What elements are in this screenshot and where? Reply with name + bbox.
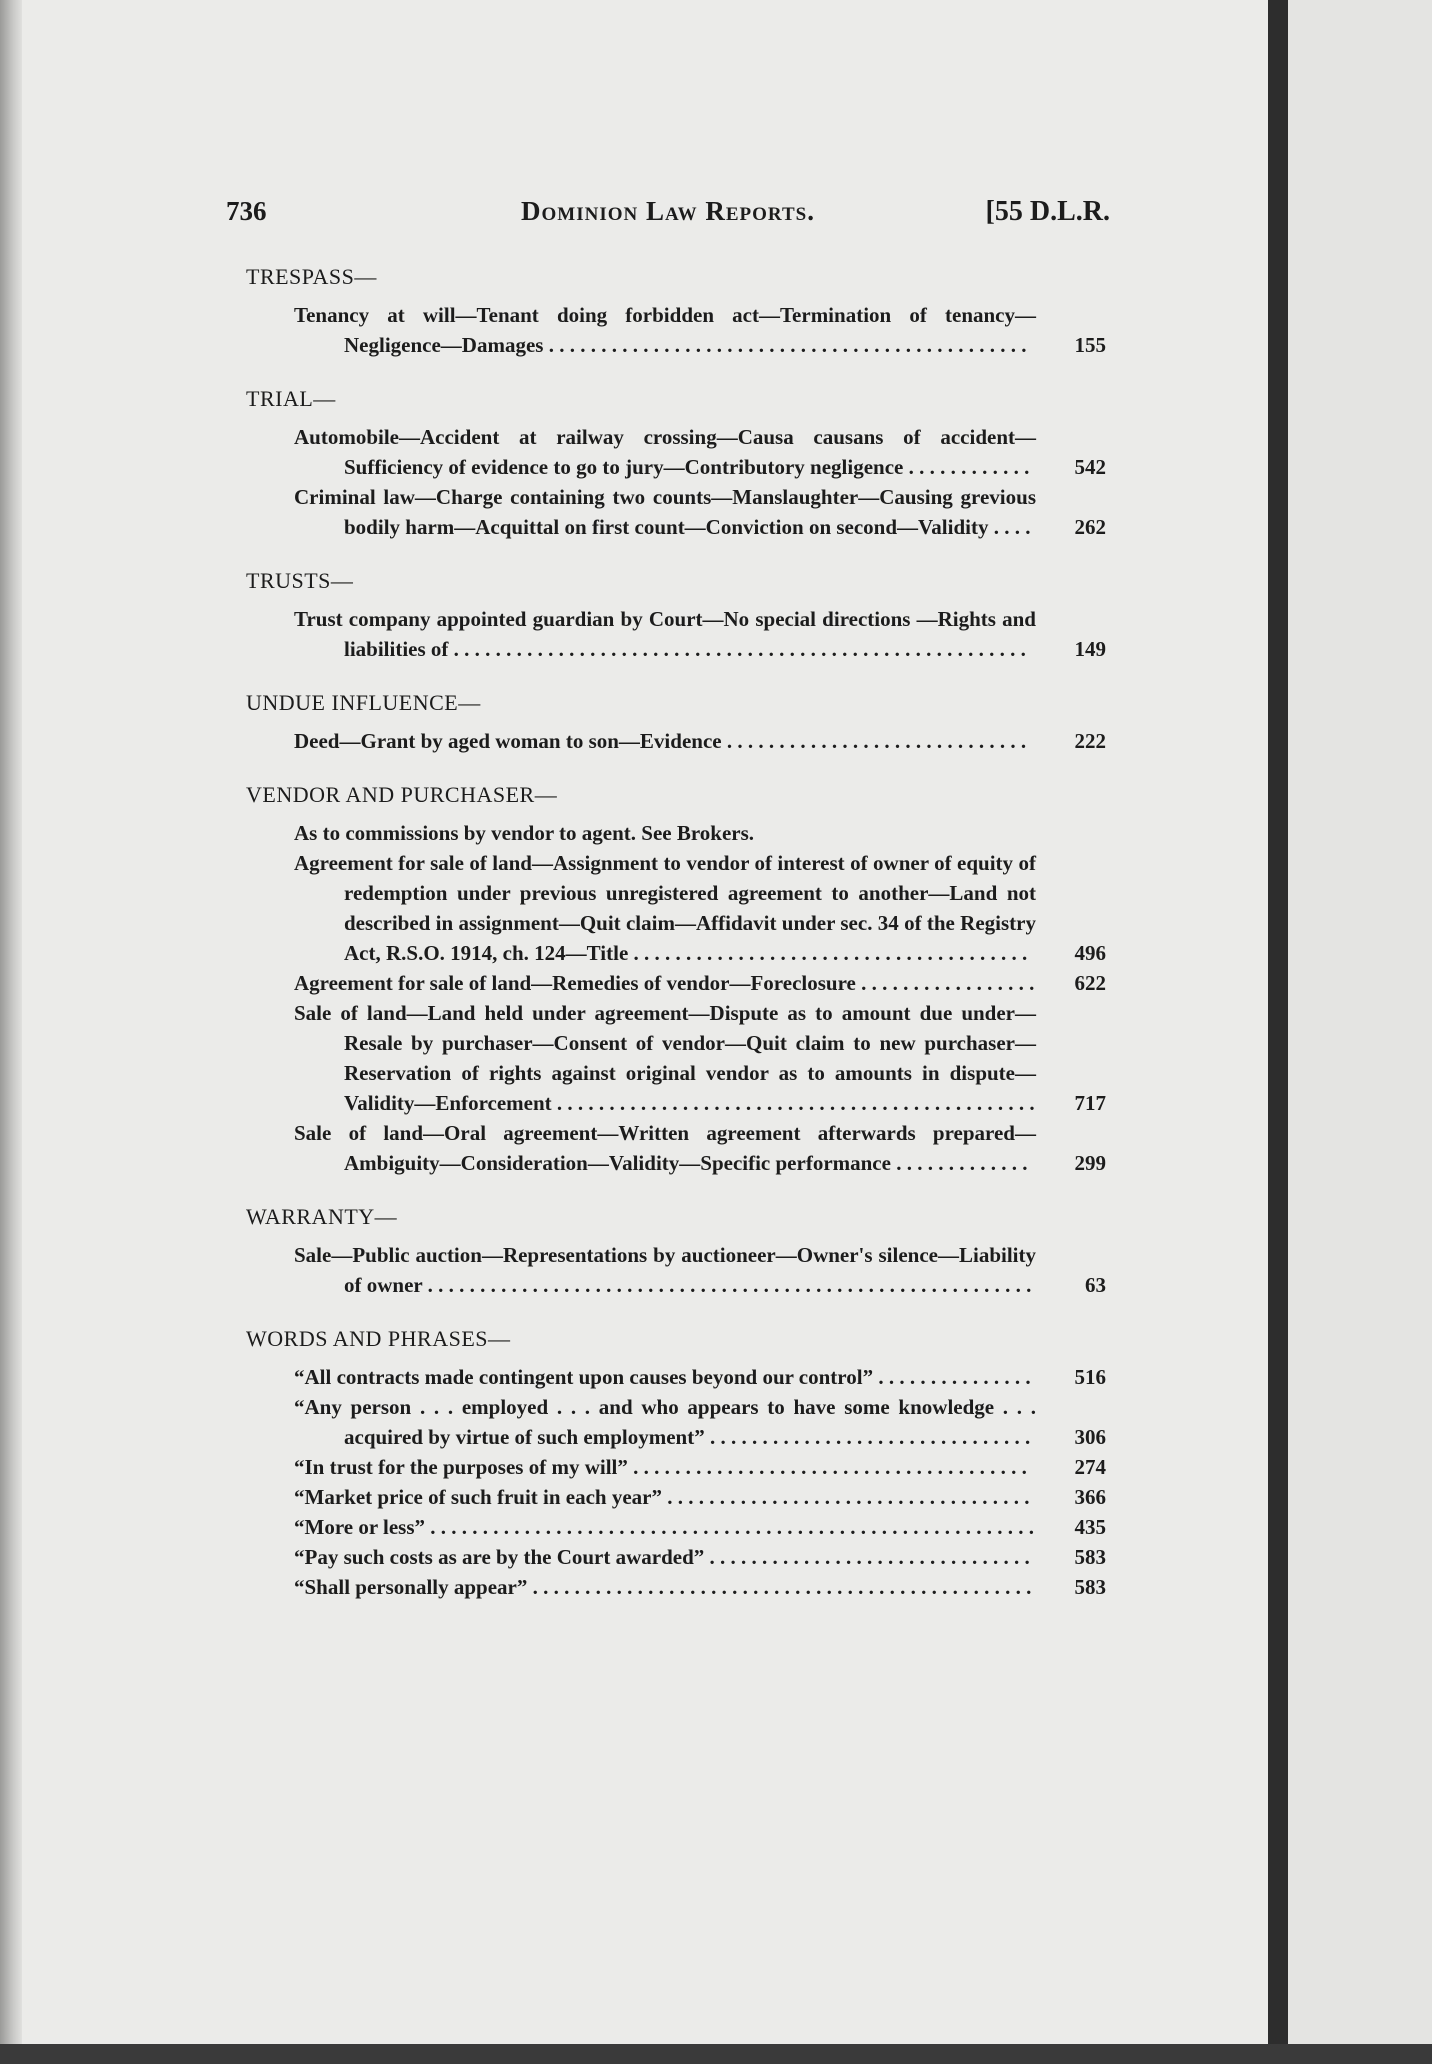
page-reference: 262 xyxy=(1074,515,1106,539)
index-entry xyxy=(294,1392,1106,1452)
dot-leader: . . . . . . . . . . . . . xyxy=(890,1151,1028,1175)
index-entry xyxy=(294,1452,1106,1482)
page-reference: 306 xyxy=(1074,1425,1106,1449)
index-entry xyxy=(294,300,1106,360)
dot-leader: . . . . . . . . . . . . . . . . . . . . . . . . . . . . . . . . . . . . . . . . . . . . . . . . . . . . . . . xyxy=(448,637,1026,661)
entry-text: Sale—Public auction—Representations by auctioneer—Owner's silence—Liability of owner xyxy=(294,1243,1036,1297)
entry-text: “Pay such costs as are by the Court awarded” xyxy=(294,1545,705,1569)
entry-text: Deed—Grant by aged woman to son—Evidence xyxy=(294,729,722,753)
page-reference: 63 xyxy=(1085,1273,1106,1297)
dot-leader: . . . . . . . . . . . . . . . . . . . . . . . . . . . . . xyxy=(721,729,1027,753)
page-reference: 516 xyxy=(1074,1365,1106,1389)
book-spine xyxy=(1268,0,1288,2064)
page-reference: 622 xyxy=(1074,971,1106,995)
index-entry xyxy=(294,848,1106,968)
dot-leader: . . . . . . . . . . . . . . . . . . . . . . . . . . . . . . . . . . . xyxy=(662,1485,1030,1509)
index-entry xyxy=(294,726,1106,756)
bottom-edge xyxy=(0,2044,1432,2064)
index-entry xyxy=(294,998,1106,1118)
index-entry xyxy=(294,1118,1106,1178)
index-entry xyxy=(294,818,1106,848)
entry-text: Trust company appointed guardian by Court—No special directions —Rights and liabilities of xyxy=(294,607,1036,661)
index-entry xyxy=(294,604,1106,664)
index-entry xyxy=(294,1572,1106,1602)
entry-text: Criminal law—Charge containing two counts—Manslaughter—Causing grevious bodily harm—Acquittal on first count—Conviction on second—Validity xyxy=(294,485,1036,539)
entry-text: “Shall personally appear” xyxy=(294,1575,528,1599)
index-entry xyxy=(294,482,1106,542)
entry-text: Tenancy at will—Tenant doing forbidden act—Termination of tenancy—Negligence—Damages xyxy=(294,303,1036,357)
dot-leader: . . . . . . . . . . . . xyxy=(903,455,1030,479)
page-reference: 717 xyxy=(1074,1091,1106,1115)
page-reference: 583 xyxy=(1074,1545,1106,1569)
entry-text: Sale of land—Land held under agreement—Dispute as to amount due under—Resale by purchaser—Consent of vendor—Quit claim to new purchaser—Reservation of rights against original vendor as to amounts in dispute—Validity—Enforcement xyxy=(294,1001,1036,1115)
index-entry xyxy=(294,1240,1106,1300)
dot-leader: . . . . . . . . . . . . . . . . . . . . . . . . . . . . . . . . . . . . . . xyxy=(628,941,1028,965)
page-reference: 542 xyxy=(1074,455,1106,479)
entry-text: “All contracts made contingent upon causes beyond our control” xyxy=(294,1365,874,1389)
page-reference: 299 xyxy=(1074,1151,1106,1175)
running-title: Dominion Law Reports. xyxy=(521,196,815,226)
page-reference: 435 xyxy=(1074,1515,1106,1539)
page-reference: 149 xyxy=(1074,637,1106,661)
section-heading: WARRANTY— xyxy=(246,1204,398,1229)
entry-text: As to commissions by vendor to agent. See Brokers. xyxy=(294,821,755,845)
page-number: 736 xyxy=(226,196,267,226)
dot-leader: . . . . . . . . . . . . . . . . . . . . . . . . . . . . . . . . . . . . . . . . . . . . . . xyxy=(551,1091,1035,1115)
section-heading: UNDUE INFLUENCE— xyxy=(246,690,481,715)
section-heading: TRESPASS— xyxy=(246,264,377,289)
left-page-edge xyxy=(0,0,22,2064)
section-heading: VENDOR AND PURCHASER— xyxy=(246,782,558,807)
entry-text: Sale of land—Oral agreement—Written agreement afterwards prepared—Ambiguity—Consideration—Validity—Specific performance xyxy=(294,1121,1036,1175)
dot-leader: . . . . . . . . . . . . . . . . . . . . . . . . . . . . . . . . . . . . . . . . . . . . . . . . . . . . . . . . . . xyxy=(422,1273,1032,1297)
index-content xyxy=(246,262,1106,1626)
entry-text: Agreement for sale of land—Assignment to vendor of interest of owner of equity of redemption under previous unregistered agreement to another—Land not described in assignment—Quit claim—Affidavit under sec. 34 of the Registry Act, R.S.O. 1914, ch. 124—Title xyxy=(294,851,1036,965)
index-section xyxy=(246,1202,1106,1300)
page-reference: 155 xyxy=(1074,333,1106,357)
dot-leader: . . . . . . . . . . . . . . . . . . . . . . . . . . . . . . . . . . . . . . xyxy=(627,1455,1027,1479)
page-reference: 222 xyxy=(1074,729,1106,753)
running-header xyxy=(226,196,1110,236)
section-heading: WORDS AND PHRASES— xyxy=(246,1326,511,1351)
index-entry xyxy=(294,422,1106,482)
page-reference: 274 xyxy=(1074,1455,1106,1479)
dot-leader: . . . . . . . . . . . . . . . . . . . . . . . . . . . . . . . . . . . . . . . . . . . . . . xyxy=(543,333,1027,357)
entry-text: “Any person . . . employed . . . and who appears to have some knowledge . . . acquired by virtue of such employment” xyxy=(294,1395,1036,1449)
entry-text: “More or less” xyxy=(294,1515,426,1539)
dot-leader: . . . . . . . . . . . . . . . . . . . . . . . . . . . . . . . xyxy=(704,1545,1030,1569)
page-reference: 583 xyxy=(1074,1575,1106,1599)
index-section xyxy=(246,262,1106,360)
index-section xyxy=(246,780,1106,1178)
index-entry xyxy=(294,1482,1106,1512)
index-entry xyxy=(294,1512,1106,1542)
index-section xyxy=(246,1324,1106,1602)
dot-leader: . . . . . . . . . . . . . . . . . . . . . . . . . . . . . . . xyxy=(704,1425,1031,1449)
index-entry xyxy=(294,1362,1106,1392)
section-heading: TRUSTS— xyxy=(246,568,354,593)
index-section xyxy=(246,384,1106,542)
volume-reference: [55 D.L.R. xyxy=(985,196,1110,227)
index-section xyxy=(246,688,1106,756)
index-entry xyxy=(294,1542,1106,1572)
dot-leader: . . . . . . . . . . . . . . . . . . . . . . . . . . . . . . . . . . . . . . . . . . . . . . . . . . . . . . . . . . xyxy=(425,1515,1035,1539)
entry-text: Agreement for sale of land—Remedies of vendor—Foreclosure xyxy=(294,971,856,995)
dot-leader: . . . . . . . . . . . . . . . . . . . . . . . . . . . . . . . . . . . . . . . . . . . . . . . . xyxy=(527,1575,1032,1599)
index-entry xyxy=(294,968,1106,998)
page-reference: 496 xyxy=(1074,941,1106,965)
section-heading: TRIAL— xyxy=(246,386,336,411)
dot-leader: . . . . . . . . . . . . . . . . . xyxy=(855,971,1035,995)
page-reference: 366 xyxy=(1074,1485,1106,1509)
dot-leader: . . . . . . . . . . . . . . . xyxy=(873,1365,1031,1389)
entry-text: “In trust for the purposes of my will” xyxy=(294,1455,628,1479)
entry-text: Automobile—Accident at railway crossing—Causa causans of accident—Sufficiency of evidence to go to jury—Contributory negligence xyxy=(294,425,1036,479)
dot-leader: . . . . xyxy=(988,515,1031,539)
entry-text: “Market price of such fruit in each year” xyxy=(294,1485,663,1509)
facing-page xyxy=(1288,0,1432,2044)
index-section xyxy=(246,566,1106,664)
